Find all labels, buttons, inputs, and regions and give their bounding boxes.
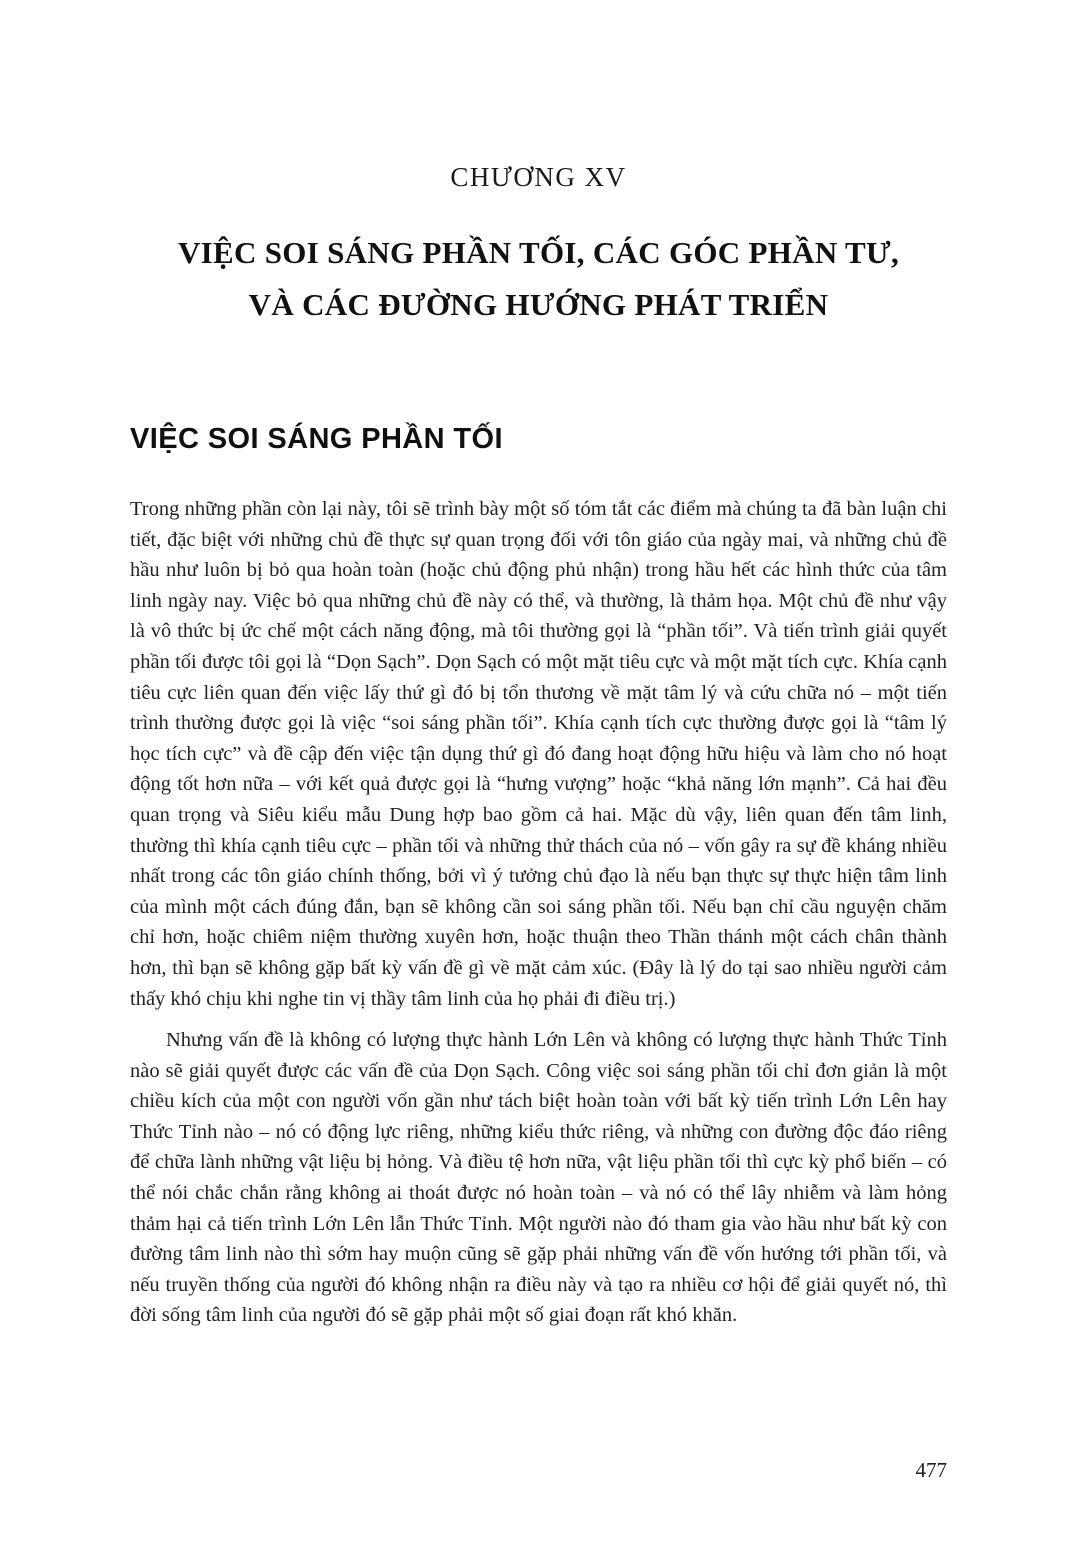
section-heading: VIỆC SOI SÁNG PHẦN TỐI: [130, 423, 503, 455]
chapter-title-line-2: VÀ CÁC ĐƯỜNG HƯỚNG PHÁT TRIỂN: [248, 287, 829, 322]
chapter-title-line-1: VIỆC SOI SÁNG PHẦN TỐI, CÁC GÓC PHẦN TƯ,: [177, 235, 900, 270]
page-number: 477: [915, 1458, 947, 1482]
body-paragraph-1: Trong những phần còn lại này, tôi sẽ trình bày một số tóm tắt các điểm mà chúng ta đã bàn luận chi tiết, đặc biệt với những chủ đề thực sự quan trọng đối với tôn giáo của ngày mai, và những chủ đề hầu như luôn bị bỏ qua hoàn toàn (hoặc chủ động phủ nhận) trong hầu hết các hình thức của tâm linh ngày nay. Việc bỏ qua những chủ đề này có thể, và thường, là thảm họa. Một chủ đề như vậy là vô thức bị ức chế một cách năng động, mà tôi thường gọi là “phần tối”. Và tiến trình giải quyết phần tối được tôi gọi là “Dọn Sạch”. Dọn Sạch có một mặt tiêu cực và một mặt tích cực. Khía cạnh tiêu cực liên quan đến việc lấy thứ gì đó bị tổn thương về mặt tâm lý và cứu chữa nó – một tiến trình thường được gọi là việc “soi sáng phần tối”. Khía cạnh tích cực thường được gọi là “tâm lý học tích cực” và đề cập đến việc tận dụng thứ gì đó đang hoạt động hữu hiệu và làm cho nó hoạt động tốt hơn nữa – với kết quả được gọi là “hưng vượng” hoặc “khả năng lớn mạnh”. Cả hai đều quan trọng và Siêu kiểu mẫu Dung hợp bao gồm cả hai. Mặc dù vậy, liên quan đến tâm linh, thường thì khía cạnh tiêu cực – phần tối và những thử thách của nó – vốn gây ra sự đề kháng nhiều nhất trong các tôn giáo chính thống, bởi vì ý tưởng chủ đạo là nếu bạn thực sự thực hiện tâm linh của mình một cách đúng đắn, bạn sẽ không cần soi sáng phần tối. Nếu bạn chỉ cầu nguyện chăm chỉ hơn, hoặc chiêm niệm thường xuyên hơn, hoặc thuận theo Thần thánh một cách chân thành hơn, thì bạn sẽ không gặp bất kỳ vấn đề gì về mặt cảm xúc. (Đây là lý do tại sao nhiều người cảm thấy khó chịu khi nghe tin vị thầy tâm linh của họ phải đi điều trị.): [130, 498, 947, 1010]
chapter-title: [130, 227, 947, 331]
chapter-label: CHƯƠNG XV: [450, 162, 627, 192]
body-paragraph-2: Nhưng vấn đề là không có lượng thực hành Lớn Lên và không có lượng thực hành Thức Tỉnh nào sẽ giải quyết được các vấn đề của Dọn Sạch. Công việc soi sáng phần tối chỉ đơn giản là một chiều kích của một con người vốn gần như tách biệt hoàn toàn với bất kỳ tiến trình Lớn Lên hay Thức Tỉnh nào – nó có động lực riêng, những kiểu thức riêng, và những con đường độc đáo riêng để chữa lành những vật liệu bị hỏng. Và điều tệ hơn nữa, vật liệu phần tối thì cực kỳ phổ biến – có thể nói chắc chắn rằng không ai thoát được nó hoàn toàn – và nó có thể lây nhiễm và làm hỏng thảm hại cả tiến trình Lớn Lên lẫn Thức Tỉnh. Một người nào đó tham gia vào hầu như bất kỳ con đường tâm linh nào thì sớm hay muộn cũng sẽ gặp phải những vấn đề vốn hướng tới phần tối, và nếu truyền thống của người đó không nhận ra điều này và tạo ra nhiều cơ hội để giải quyết nó, thì đời sống tâm linh của người đó sẽ gặp phải một số giai đoạn rất khó khăn.: [130, 1029, 947, 1327]
